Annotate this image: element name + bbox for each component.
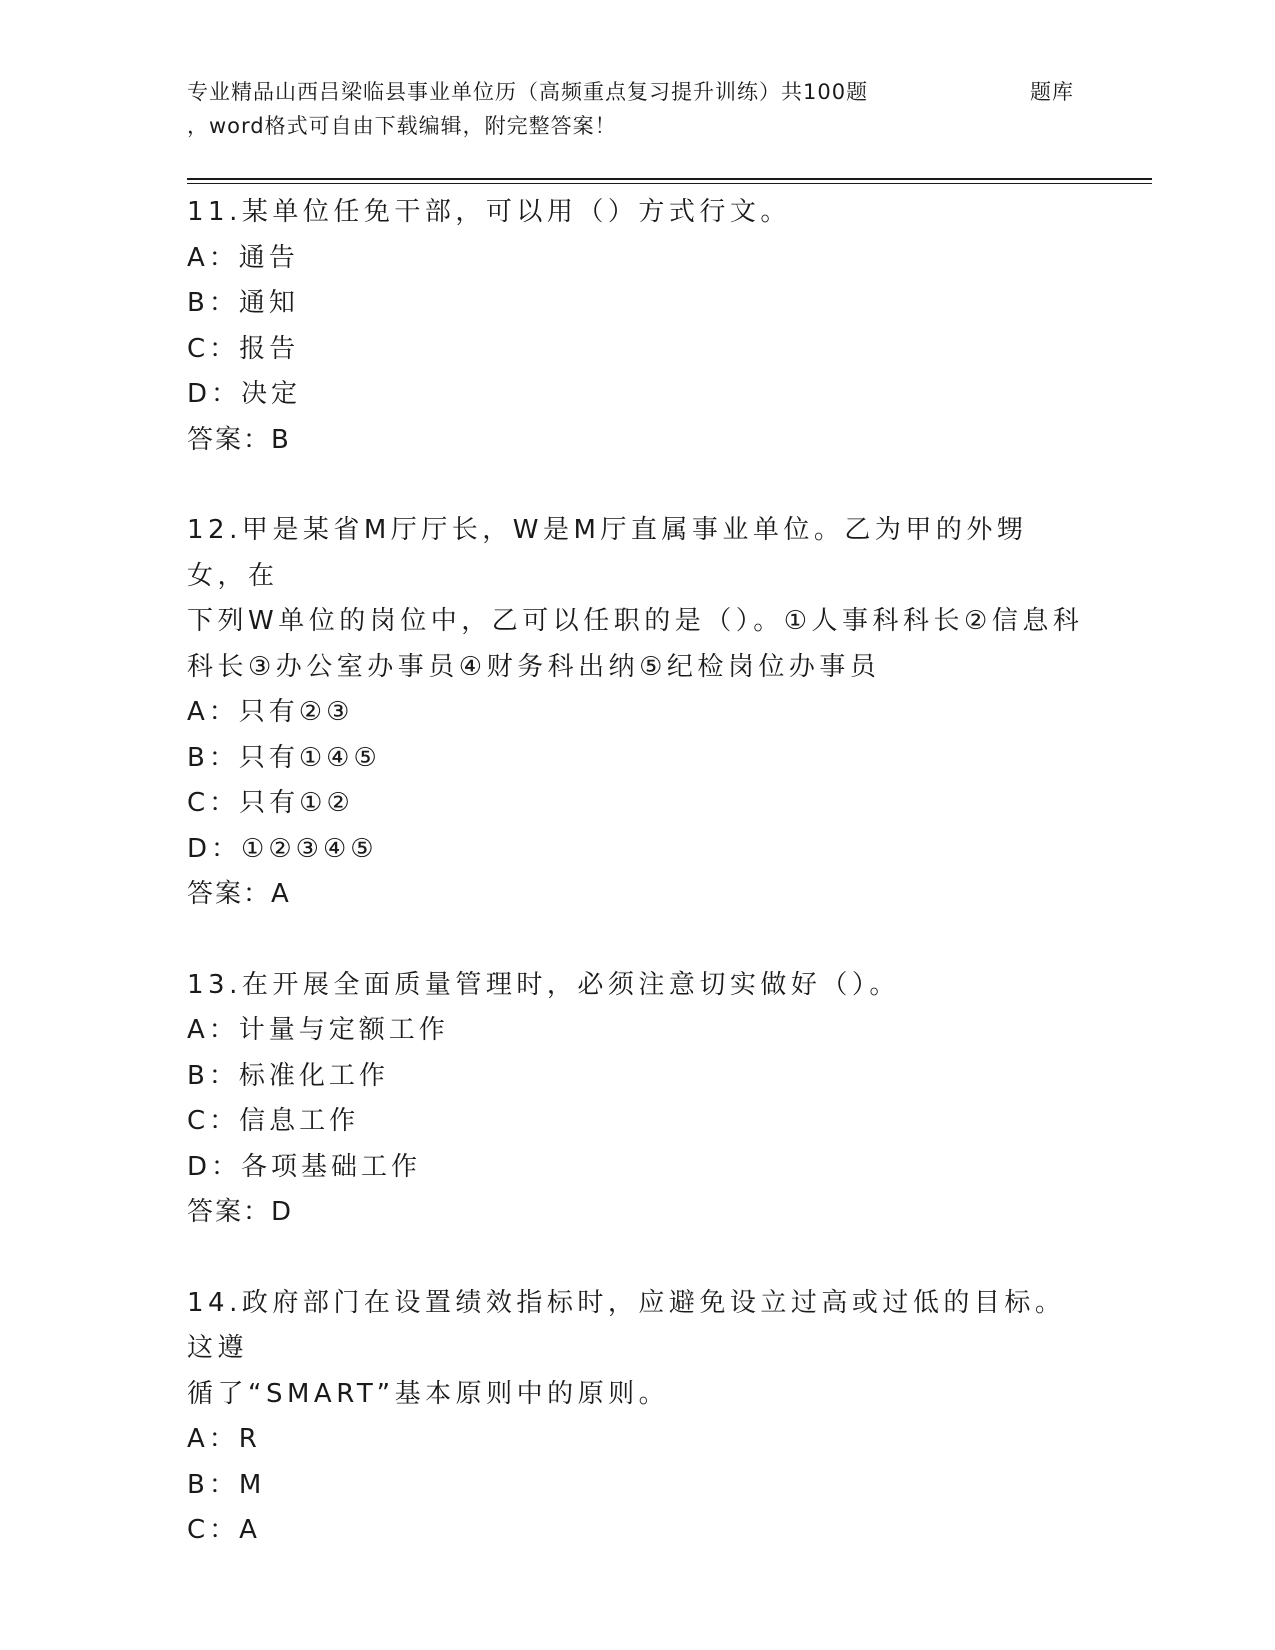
- option-c: C：报告: [187, 333, 300, 364]
- question-13: [187, 963, 1087, 1236]
- option-d: D：决定: [187, 379, 302, 409]
- document-tag: 题库: [1030, 80, 1074, 104]
- header-divider: [187, 178, 1152, 180]
- option-b: B：M: [187, 1469, 266, 1500]
- option-d: D：各项基础工作: [187, 1151, 422, 1182]
- question-stem: 13.在开展全面质量管理时，必须注意切实做好（）。: [187, 969, 900, 1000]
- question-stem: 12.甲是某省M厅厅长，W是M厅直属事业单位。乙为甲的外甥女，在: [187, 515, 1028, 591]
- question-stem: 11.某单位任免干部，可以用（）方式行文。: [187, 197, 791, 227]
- question-list: [187, 190, 1087, 1599]
- option-b: B：标准化工作: [187, 1060, 389, 1091]
- document-subtitle: ，word格式可自由下载编辑，附完整答案！: [187, 114, 617, 138]
- answer-key: 答案：A: [187, 879, 291, 909]
- option-d: D：①②③④⑤: [187, 833, 378, 864]
- question-stem-cont: 循了“SMART”基本原则中的原则。: [187, 1378, 670, 1409]
- option-a: A：通告: [187, 242, 299, 273]
- question-12: [187, 508, 1087, 918]
- question-stem-cont: 科长③办公室办事员④财务科出纳⑤纪检岗位办事员: [187, 651, 881, 682]
- option-c: C：信息工作: [187, 1106, 360, 1136]
- question-stem: 14.政府部门在设置绩效指标时，应避免设立过高或过低的目标。这遵: [187, 1287, 1066, 1363]
- answer-key: 答案：D: [187, 1197, 294, 1227]
- option-a: A：R: [187, 1424, 261, 1454]
- option-b: B：通知: [187, 288, 299, 318]
- document-title: 专业精品山西吕梁临县事业单位历（高频重点复习提升训练）共100题: [187, 80, 869, 104]
- option-a: A：只有②③: [187, 697, 354, 727]
- option-a: A：计量与定额工作: [187, 1015, 449, 1045]
- question-14: [187, 1281, 1087, 1554]
- option-c: C：A: [187, 1515, 261, 1545]
- answer-key: 答案：B: [187, 424, 291, 455]
- question-11: [187, 190, 1087, 463]
- question-stem-cont: 下列W单位的岗位中，乙可以任职的是（）。①人事科科长②信息科: [187, 606, 1084, 636]
- option-b: B：只有①④⑤: [187, 742, 381, 773]
- header-divider-thin: [187, 183, 1152, 184]
- option-c: C：只有①②: [187, 788, 354, 818]
